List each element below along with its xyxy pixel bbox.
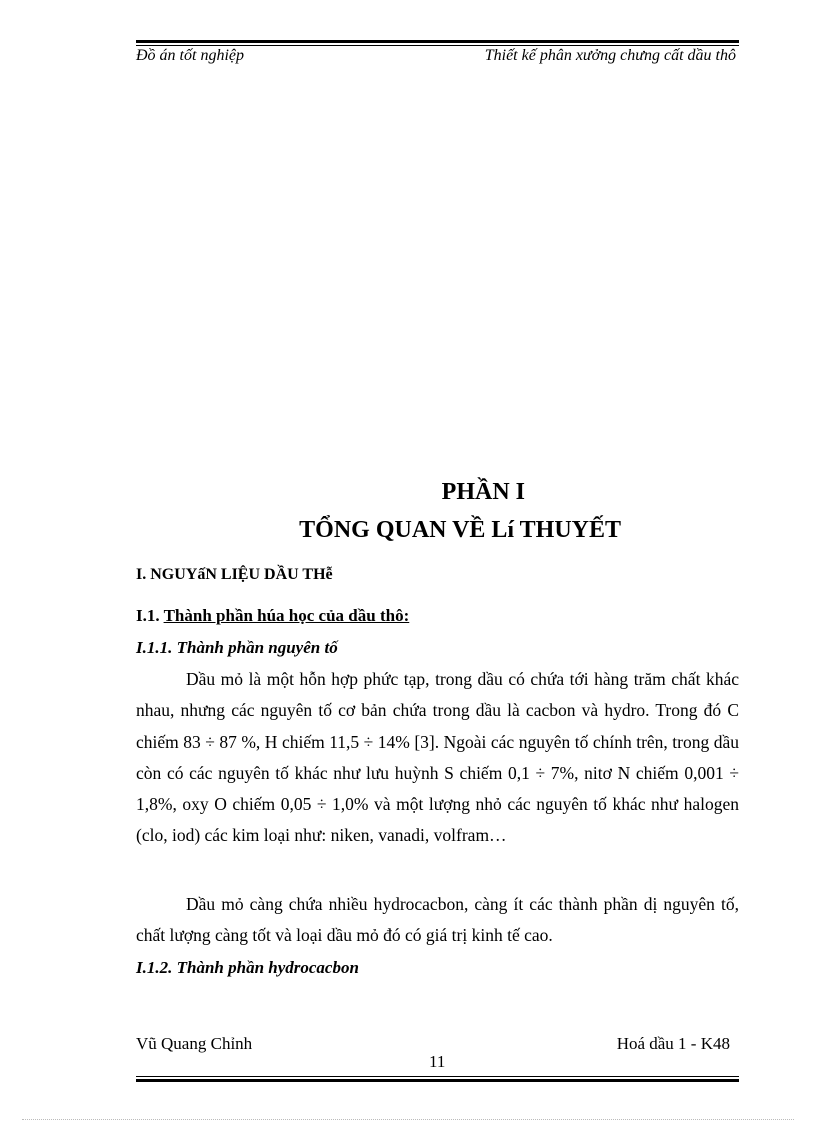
section-heading-1-1-2: I.1.2. Thành phần hydrocacbon: [136, 958, 359, 977]
paragraph-1-text: Dầu mỏ là một hỗn hợp phức tạp, trong dầu có chứa tới hàng trăm chất khác nhau, nhưng các nguyên tố cơ bản chứa trong dầu là cacbon và hydro. Trong đó C chiếm 83 ÷ 87 %, H chiếm 11,5 ÷ 14% [3]. Ngoài các nguyên tố chính trên, trong dầu còn có các nguyên tố khác như lưu huỳnh S chiếm 0,1 ÷ 7%, nitơ N chiếm 0,001 ÷ 1,8%, oxy O chiếm 0,05 ÷ 1,0% và một lượng nhỏ các nguyên tố khác như halogen (clo, iod) các kim loại như: niken, vanadi, volfram…: [136, 669, 739, 846]
footer-author: Vũ Quang Chỉnh: [136, 1034, 253, 1053]
page-bottom-dotted-line: [22, 1119, 794, 1120]
header-rule-thin: [136, 45, 739, 46]
paragraph-1: [136, 664, 739, 852]
part-subtitle: TỔNG QUAN VỀ Lí THUYẾT: [299, 517, 621, 543]
header-rule-thick: [136, 40, 739, 43]
paragraph-2-text: Dầu mỏ càng chứa nhiều hydrocacbon, càng ít các thành phần dị nguyên tố, chất lượng càng tốt và loại dầu mỏ đó có giá trị kinh tế cao.: [136, 894, 739, 946]
header-left: Đồ án tốt nghiệp: [136, 47, 244, 64]
paragraph-2: [136, 889, 739, 952]
footer-class: Hoá dầu 1 - K48: [616, 1034, 730, 1053]
part-title: PHẦN I: [441, 479, 525, 505]
section-1-1-number: I.1.: [136, 606, 160, 625]
footer-rule-thin: [136, 1076, 739, 1077]
footer-rule-thick: [136, 1079, 739, 1082]
header-right: Thiết kế phân xưởng chưng cất dầu thô: [484, 47, 736, 64]
section-1-1-title: Thành phần húa học của dầu thô:: [163, 606, 410, 625]
section-heading-1-1: [136, 606, 409, 626]
page-number: 11: [429, 1052, 446, 1071]
section-heading-1-1-1: I.1.1. Thành phần nguyên tố: [136, 638, 338, 657]
section-heading-1: I. NGUYấN LIỆU DẦU THễ: [136, 566, 333, 583]
